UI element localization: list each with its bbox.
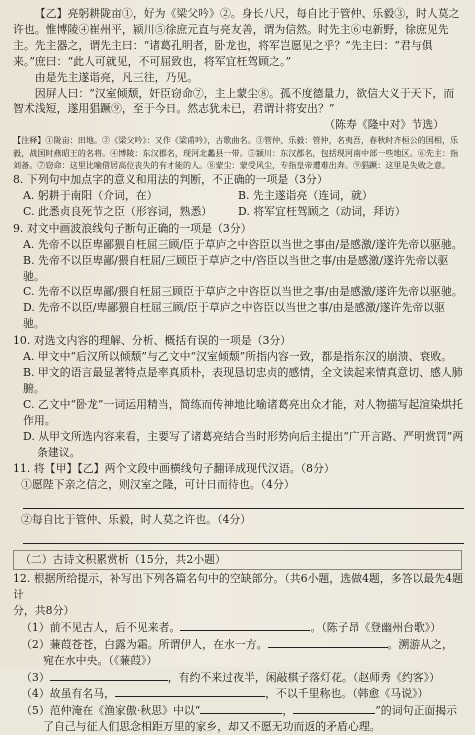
passage-paragraph-1: 【乙】亮躬耕陇亩①，好为《梁父吟》②。身长八尺，每自比于管仲、乐毅③，时人莫之许也。惟博陵④崔州平，颍川⑤徐庶元直与亮友善，谓为信然。时先主⑥屯新野，徐庶见先主。先主器之，谓先主曰：“诸葛孔明者，卧龙也，将军岂愿见之乎？”先主曰：“君与俱来。”庶曰：“此人可就见，不可屈致也，将军宜枉驾顾之。”: [13, 7, 460, 68]
question-11-sentence-2: ②每自比于管仲、乐毅，时人莫之许也。（4分）: [21, 513, 252, 527]
blank-2[interactable]: [268, 636, 388, 648]
question-9-option-b[interactable]: B. 先帝不以臣卑鄙/猥自枉屈/三顾臣于草庐之中/咨臣以当世之事/由是感激/遂许先帝以驱驰。: [23, 253, 449, 283]
question-11: [13, 461, 464, 544]
section-2-header-box: [13, 550, 462, 570]
question-8: [13, 172, 464, 220]
question-12-item-5-cont: 了自己与征人们思念相距万里的家乡，却又不愿无功而返的矛盾心理。: [43, 720, 381, 734]
passage-notes: 【注释】①陇亩：田地。②《梁父吟》：又作《梁甫吟》，古歌曲名。③管仲、乐毅：管仲，名夷吾，春秋时齐桓公的国相，乐毅，战国时燕昭王的名将。④博陵：东汉郡名，现河北蠡县一带。⑤颍川：东汉郡名，包括现河南中部一些地区。⑥先主：指刘备。⑦窃命：这里比喻借居高位丧失的有才能的人。⑧蒙尘：蒙受风尘，专指皇帝遭难出奔。⑨猖蹶：这里是失败之意。: [13, 135, 459, 170]
question-12-item-2: （2）蒹葭苍苍，白露为霜。所谓伊人，在水一方。 。溯游从之，: [21, 637, 453, 651]
question-10-option-b[interactable]: B. 甲文的语言最显著特点是率真质朴，表现恳切忠贞的感情，全文读起来情真意切、感人肺腑。: [23, 366, 463, 395]
question-10-option-d[interactable]: D. 从甲文所选内容来看，主要写了诸葛亮结合当时形势向后主提出“广开言路、严明赏罚”两: [23, 429, 464, 443]
question-12-stem-1: 12. 根据所给提示，补写出下列各篇名句中的空缺部分。（共6小题，选做4题，多答以最先4题计: [13, 572, 463, 601]
question-10-stem: 10. 对选文内容的理解、分析、概括有误的一项是（3分）: [13, 334, 292, 348]
passage-source: （陈寿《隆中对》节选）: [324, 118, 444, 132]
passage-paragraph-2: 由是先主遂诣亮，凡三往，乃见。: [34, 70, 199, 84]
question-9-option-d[interactable]: D. 先帝不以臣/卑鄙猥自枉屈三顾/臣于草庐之中咨臣以当世之事/由是感激/遂许先帝以驱驰。: [23, 301, 446, 331]
question-11-answer-line-1[interactable]: [23, 495, 464, 509]
question-8-stem: 8. 下列句中加点字的意义和用法的判断，不正确的一项是（3分）: [13, 173, 328, 187]
question-12-item-3: （3） ，有约不来过夜半，闲敲棋子落灯花。（赵师秀《约客》）: [21, 670, 440, 684]
question-12: [13, 571, 464, 735]
question-8-option-c[interactable]: C. 此悉贞良死节之臣（形容词，熟悉）: [23, 204, 213, 218]
question-12-stem-2: 分，共8分）: [13, 603, 75, 617]
blank-4[interactable]: [115, 685, 265, 697]
question-10-option-a[interactable]: A. 甲文中“后汉所以倾颓”与乙文中“汉室倾颓”所指内容一致，都是指东汉的崩溃、衰败。: [23, 350, 453, 364]
question-11-sentence-1: ①愿陛下亲之信之，则汉室之隆，可计日而待也。（4分）: [21, 478, 295, 492]
passage-paragraph-3: 因屏人曰：“汉室倾颓，奸臣窃命⑦，主上蒙尘⑧。孤不度德量力，欲信大义于天下，而智术浅短，遂用猖蹶⑨，至于今日。然志犹未已，君谓计将安出？”: [13, 86, 455, 116]
section-2-header: （二）古诗文积累赏析（15分，共2小题）: [20, 553, 226, 567]
question-12-item-5: （5）范仲淹在《渔家傲·秋思》中以“ ， ”的词句正面揭示: [21, 704, 458, 718]
blank-1[interactable]: [180, 619, 310, 631]
passage-yi: [13, 6, 464, 171]
question-12-item-4: （4）故虽有名马， ，不以千里称也。（韩愈《马说》）: [21, 687, 429, 701]
blank-5b[interactable]: [293, 702, 375, 714]
question-12-item-1: （1）前不见古人，后不见来者。 。（陈子昂《登幽州台歌》）: [21, 620, 442, 634]
blank-5a[interactable]: [200, 702, 282, 714]
blank-3[interactable]: [50, 669, 168, 681]
question-11-answer-line-2[interactable]: [23, 530, 464, 544]
question-10-option-d-cont: 条建议。: [37, 445, 81, 459]
question-8-option-a[interactable]: A. 躬耕于南阳（介词，在）: [23, 189, 158, 203]
question-9: [13, 221, 464, 332]
question-11-stem: 11. 将【甲】【乙】两个文段中画横线句子翻译成现代汉语。（8分）: [13, 462, 335, 476]
question-8-option-d[interactable]: D. 将军宜枉驾顾之（动词，拜访）: [238, 204, 406, 218]
question-12-item-2-cont: 宛在水中央。（《蒹葭》）: [43, 653, 158, 667]
question-9-option-c[interactable]: C. 先帝不以臣卑鄙/猥自枉屈三顾臣于草庐之中咨臣以当世之事/由是感激/遂许先帝以驱驰。: [23, 285, 463, 299]
question-8-option-b[interactable]: B. 先主遂诣亮（连词，就）: [238, 189, 373, 203]
question-9-option-a[interactable]: A. 先帝不以臣卑鄙猥自枉屈三顾/臣于草庐之中咨臣以当世之事由/是感激/遂许先帝以驱驰。: [23, 237, 463, 251]
question-10-option-c[interactable]: C. 乙文中“卧龙”一词运用精当，简练而传神地比喻诸葛亮出众才能，对人物描写起渲染烘托作用。: [23, 397, 463, 427]
question-10: [13, 333, 464, 460]
question-9-stem: 9. 对文中画波浪线句子断句正确的一项是（3分）: [13, 221, 252, 235]
